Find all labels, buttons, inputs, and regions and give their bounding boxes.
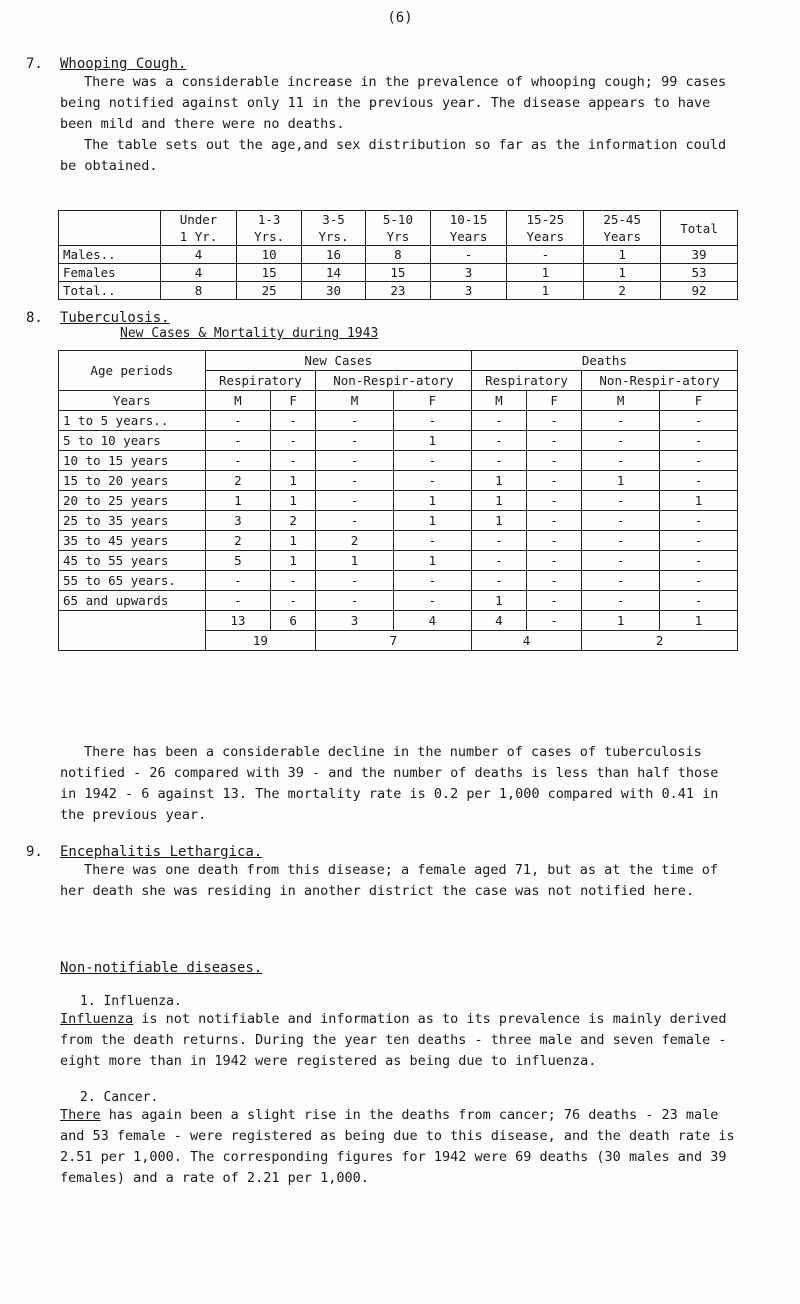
table-header: Under 1 Yr. — [160, 211, 237, 246]
table-row: Males.. 4 10 16 8 - - 1 39 — [59, 246, 738, 264]
table-header: 15-25 Years — [507, 211, 584, 246]
table-header: 5-10 Yrs — [366, 211, 430, 246]
table-row: 10 to 15 years - - - - - - - - — [59, 451, 738, 471]
table-grand-total-row: 19 7 4 2 — [59, 631, 738, 651]
table-row: 25 to 35 years 3 2 - 1 1 - - - — [59, 511, 738, 531]
table-header: New Cases — [205, 351, 471, 371]
table-row: Total.. 8 25 30 23 3 1 2 92 — [59, 282, 738, 300]
table-row: 45 to 55 years 5 1 1 1 - - - - — [59, 551, 738, 571]
table-header: 10-15 Years — [430, 211, 507, 246]
whooping-cough-table — [58, 210, 738, 300]
section-heading: Non-notifiable diseases. — [60, 960, 263, 976]
table-header: Years — [59, 391, 206, 411]
table-row: 15 to 20 years 2 1 - - 1 - 1 - — [59, 471, 738, 491]
table-header: Respiratory — [205, 371, 315, 391]
paragraph: There has again been a slight rise in the deaths from cancer; 76 deaths - 23 male and 53 female - were registered as being due to this disease, and the death rate is 2.51 per 1,000. The corresponding figures for 1942 were 69 deaths (30 males and 39 females) and a rate of 2.21 per 1,000. — [60, 1107, 735, 1186]
tuberculosis-table: Age periods New Cases Deaths Respiratory Non-Respir-atory Respiratory Non-Respir-atory Years M F M F M F M F 1 to 5 years.. - - - - - - - - 5 to 10 years - - - 1 - - - - 10 to 15 years - - - - - - - - 15 to 20 years 2 1 - - 1 - 1 - 20 to 25 years 1 1 - 1 1 - - 1 25 to 35 years 3 2 - 1 1 - - - 35 to 45 years 2 1 2 - - - - - 45 to 55 years 5 1 1 1 - - - - 55 to 65 years. - - - - - - - - 65 and upwards - - - - 1 - - - 13 6 3 4 4 - 1 1 19 7 4 2 — [58, 350, 738, 651]
table-row: 1 to 5 years.. - - - - - - - - — [59, 411, 738, 431]
paragraph: Influenza is not notifiable and information as to its prevalence is mainly derived from the death returns. During the year ten deaths - three male and seven female - eight more than in 1942 were registered as being due to influenza. — [60, 1011, 727, 1069]
page-number: (6) — [387, 10, 413, 26]
table-header: Total — [661, 211, 738, 246]
table-header: 25-45 Years — [584, 211, 661, 246]
table-header — [59, 211, 161, 246]
cancer-title: 2. Cancer. — [80, 1090, 159, 1105]
table-header: Age periods — [59, 351, 206, 391]
table-header: 1-3 Yrs. — [237, 211, 301, 246]
table-row: 35 to 45 years 2 1 2 - - - - - — [59, 531, 738, 551]
table-row: 65 and upwards - - - - 1 - - - — [59, 591, 738, 611]
paragraph: The table sets out the age,and sex distribution so far as the information could be obtained. — [60, 137, 727, 174]
paragraph: There has been a considerable decline in the number of cases of tuberculosis notified - 26 compared with 39 - and the number of deaths is less than half those in 1942 - 6 against 13. The mortality rate is 0.2 per 1,000 compared with 0.41 in the previous year. — [60, 744, 719, 823]
table-header: Respiratory — [471, 371, 581, 391]
paragraph: There was a considerable increase in the prevalence of whooping cough; 99 cases being notified against only 11 in the previous year. The disease appears to have been mild and there were no deaths. — [60, 74, 727, 132]
table-header: Deaths — [471, 351, 737, 371]
tuberculosis-text — [60, 742, 740, 826]
section-number: 8. — [26, 310, 43, 326]
influenza-title: 1. Influenza. — [80, 994, 182, 1009]
section-encephalitis — [26, 844, 740, 902]
section-heading: Encephalitis Lethargica. — [60, 844, 263, 860]
section-non-notifiable — [60, 960, 740, 1189]
paragraph: There was one death from this disease; a female aged 71, but as at the time of her death she was residing in another district the case was not notified here. — [60, 862, 718, 899]
table-header: Non-Respir-atory — [582, 371, 738, 391]
table-caption: New Cases & Mortality during 1943 — [120, 326, 379, 341]
table-totals-row: 13 6 3 4 4 - 1 1 — [59, 611, 738, 631]
table-row: 20 to 25 years 1 1 - 1 1 - - 1 — [59, 491, 738, 511]
table-row: Females 4 15 14 15 3 1 1 53 — [59, 264, 738, 282]
section-number: 9. — [26, 844, 43, 860]
section-whooping-cough — [26, 56, 740, 177]
table-header: Non-Respir-atory — [316, 371, 472, 391]
table-header: 3-5 Yrs. — [301, 211, 365, 246]
table-row: 5 to 10 years - - - 1 - - - - — [59, 431, 738, 451]
section-tuberculosis — [26, 310, 740, 341]
section-heading: Tuberculosis. — [60, 310, 170, 326]
table-row: 55 to 65 years. - - - - - - - - — [59, 571, 738, 591]
section-heading: Whooping Cough. — [60, 56, 187, 72]
section-number: 7. — [26, 56, 43, 72]
